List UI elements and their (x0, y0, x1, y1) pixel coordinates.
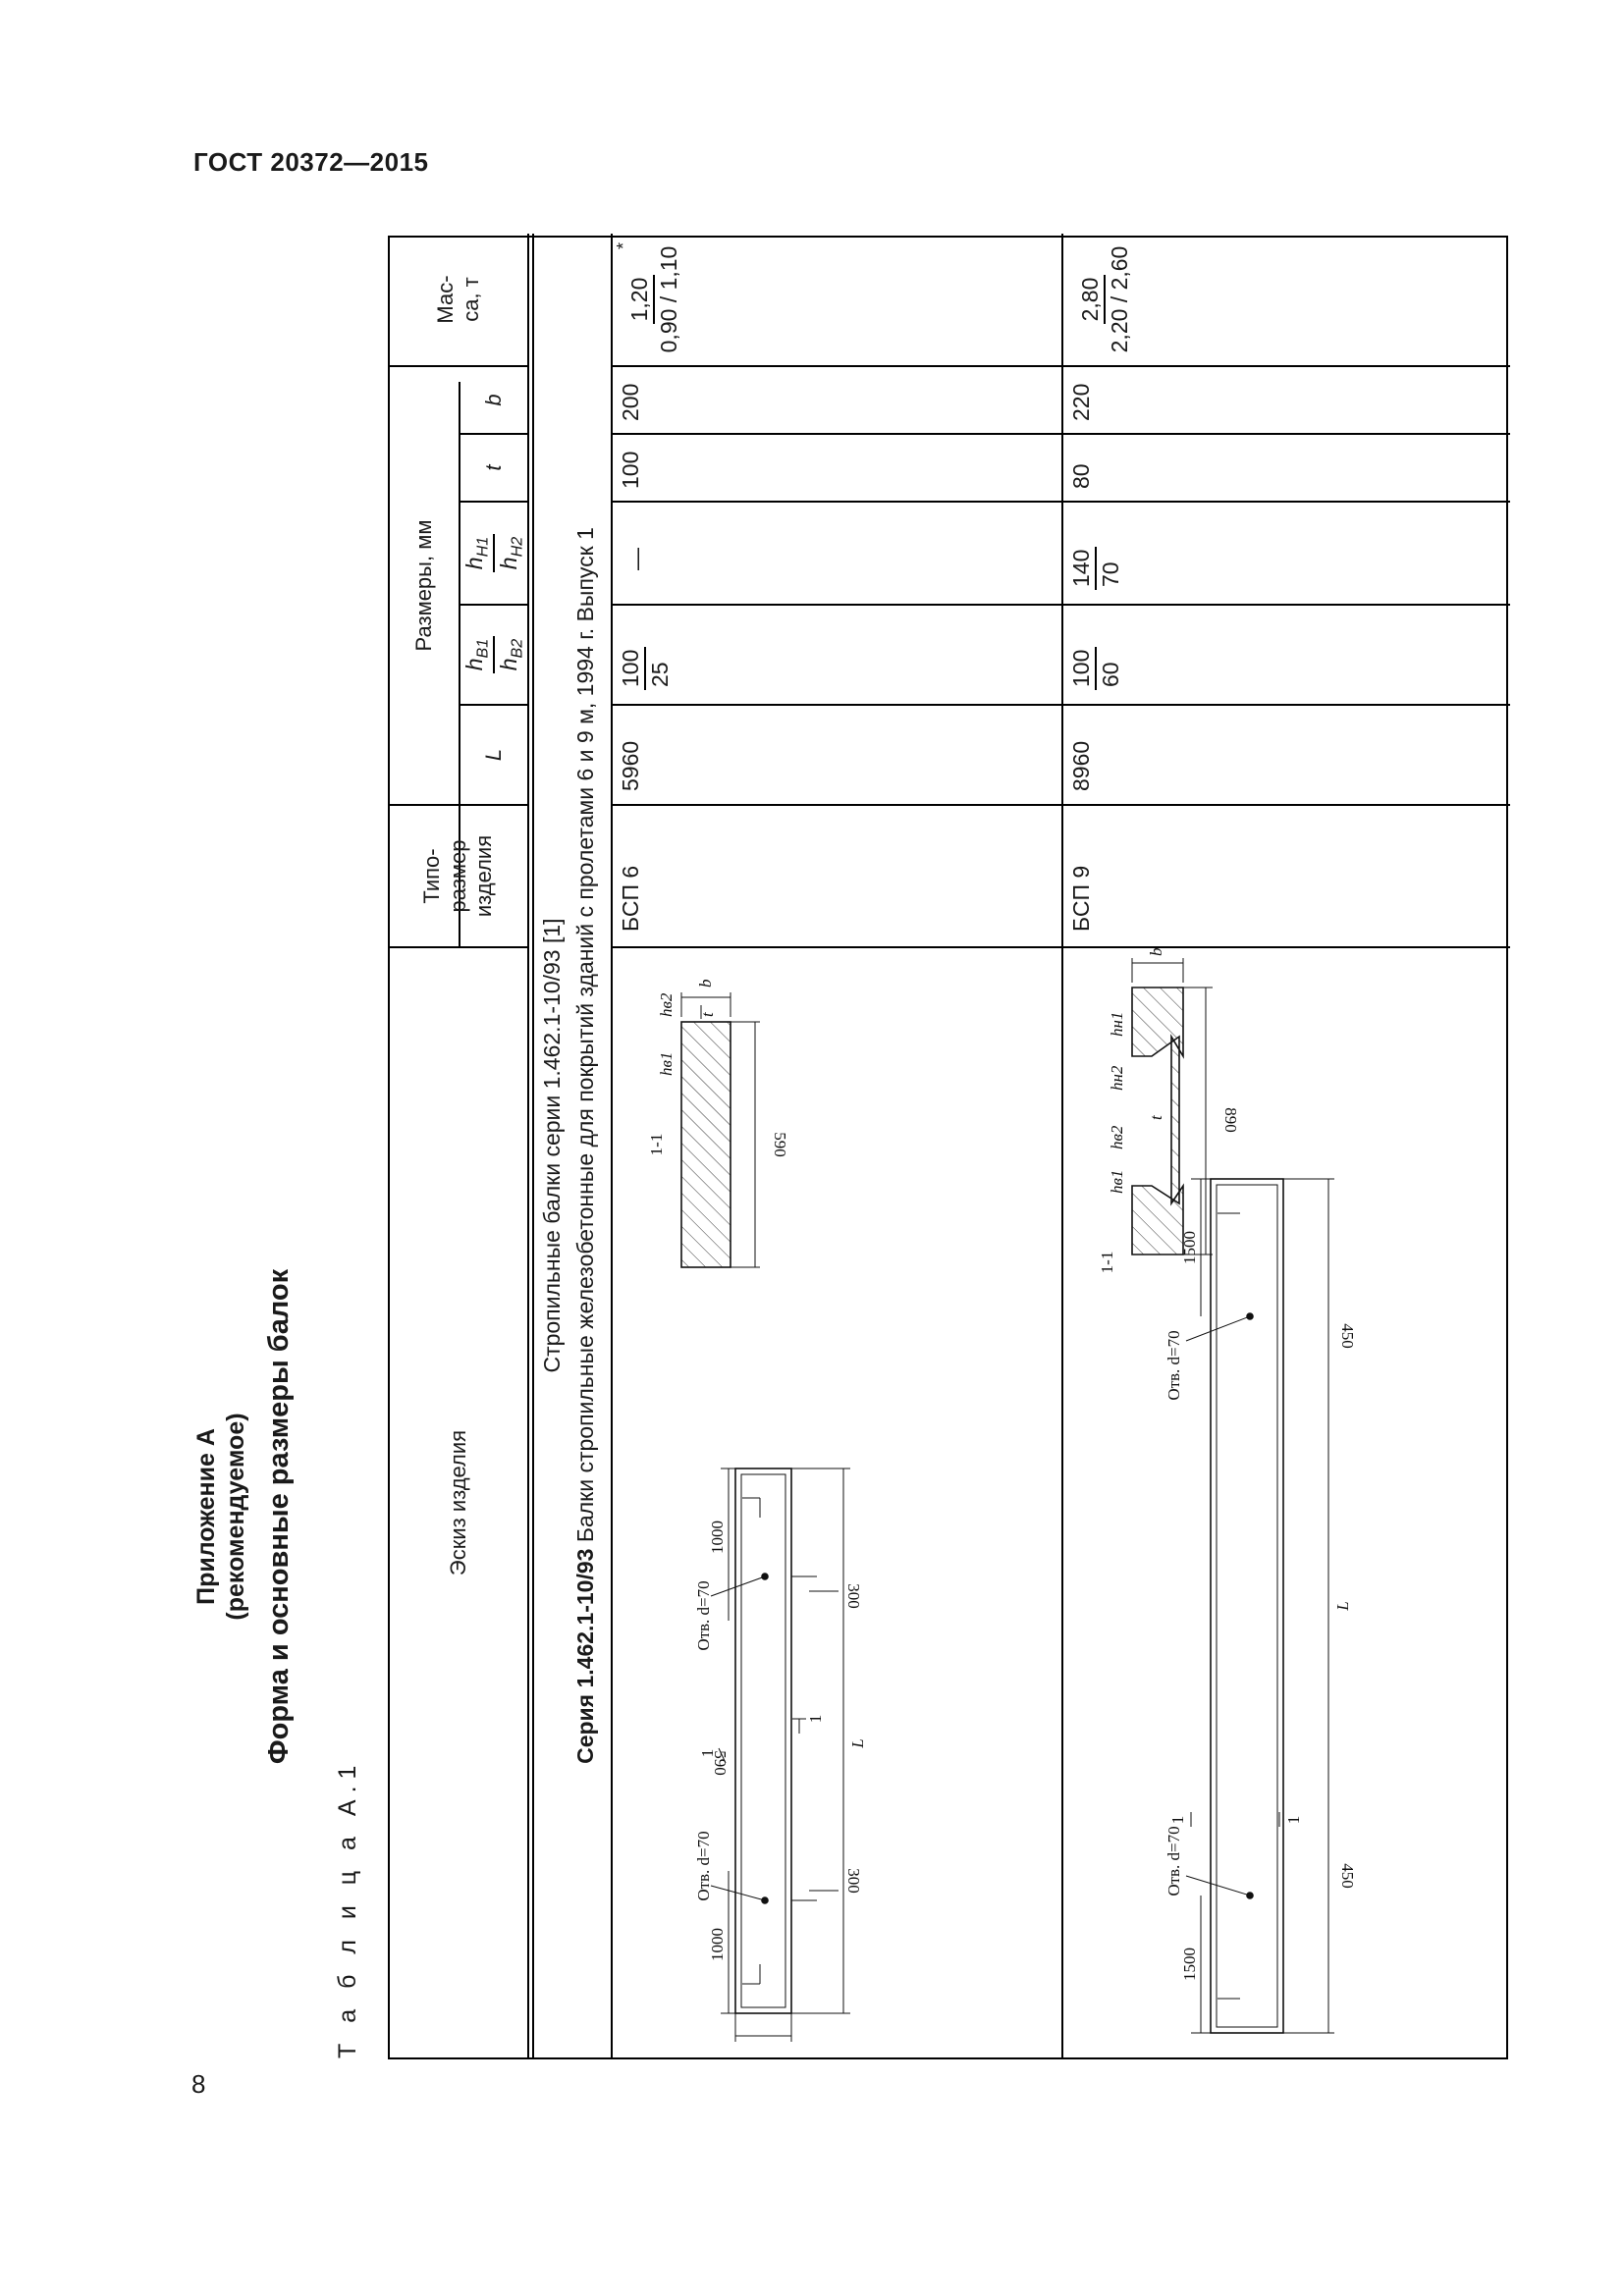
row1-b: 200 (618, 383, 643, 421)
sketch1-offset-right: 300 (844, 1583, 863, 1609)
appendix-heading: Форма и основные размеры балок (263, 1268, 295, 1765)
sketch-bsp9 (1063, 948, 1510, 2057)
col-line-L (611, 704, 1510, 706)
sketch2-section-label: 1-1 (1098, 1251, 1116, 1274)
sketch1-hb2: hв2 (657, 992, 676, 1017)
sketch1-hole-left: Отв. d=70 (694, 1831, 713, 1901)
col-line-type (611, 804, 1510, 806)
sketch2-end-right: 1500 (1180, 1231, 1199, 1264)
col-line-hb (611, 604, 1510, 606)
sketch2-hb1: hв1 (1108, 1169, 1126, 1194)
sketch1-hole-right: Отв. d=70 (694, 1580, 713, 1651)
sketch-bsp6 (613, 948, 1060, 2057)
sketch1-cut-top: 1 (698, 1748, 717, 1758)
sketch2-t: t (1147, 1115, 1165, 1120)
page-number: 8 (191, 2069, 206, 2099)
sketch2-section-width: 890 (1221, 1107, 1240, 1133)
row1-mass-note: * (614, 241, 633, 249)
row1-hn: — (623, 548, 649, 570)
beam2-section-outline (1132, 988, 1183, 1255)
sketch1-section-label: 1-1 (647, 1133, 666, 1156)
sketch2-offset-left: 450 (1338, 1863, 1357, 1889)
sketch1-width-top: 590 (711, 1750, 730, 1776)
sketch2-hole-right: Отв. d=70 (1164, 1330, 1183, 1401)
header-hn: $h_{H1}$ $h_{H2}$ (460, 503, 527, 604)
row2-type: БСП 9 (1068, 865, 1094, 932)
beam2-plan-inner (1217, 1185, 1277, 2027)
row2-hb: 100 60 (1068, 602, 1137, 690)
sketch2-hn2: hн2 (1108, 1065, 1126, 1091)
header-hb: $h_{B1}$ $h_{B2}$ (460, 606, 527, 704)
header-type: Типо- размер изделия (419, 834, 497, 918)
series-line-1: Стропильные балки серии 1.462.1-10/93 [1] (539, 918, 565, 1373)
beam1-plan-outline (735, 1468, 791, 2013)
sketch1-hb1: hв1 (657, 1051, 676, 1076)
row1-hb: 100 25 (618, 602, 686, 690)
sketch1-end-right: 1000 (708, 1521, 727, 1554)
sketch2-hn1: hн1 (1108, 1011, 1126, 1037)
sketch1-b: b (696, 979, 715, 988)
appendix-title: Приложение А (192, 1428, 220, 1605)
header-sketch: Эскиз изделия (445, 1429, 470, 1576)
sketch2-offset-right: 450 (1338, 1323, 1357, 1349)
row1-mass: 1,20 0,90 / 1,10 (625, 245, 681, 353)
sketch2-cut-bottom: 1 (1284, 1815, 1303, 1825)
sketch1-section-width: 590 (771, 1132, 789, 1157)
col-line-hn (611, 501, 1510, 503)
sketch1-end-left: 1000 (708, 1928, 727, 1961)
row2-hn: 140 70 (1068, 502, 1137, 590)
row2-L: 8960 (1068, 740, 1094, 791)
sketch2-hole-left: Отв. d=70 (1164, 1826, 1183, 1896)
row1-L: 5960 (618, 740, 643, 791)
series-line-2: Серия 1.462.1-10/93 Балки стропильные железобетонные для покрытий зданий с пролетами 6 и 9 м, 1994 г. Выпуск 1 (572, 527, 598, 1764)
header-dims: Размеры, мм (410, 519, 436, 652)
header-divider-a (527, 234, 529, 2057)
col-line-b (611, 365, 1510, 367)
table-label: Т а б л и ц а А.1 (334, 1758, 361, 2058)
row2-mass: 2,80 2,20 / 2,60 (1076, 245, 1132, 353)
beam1-section-outline (681, 1022, 731, 1267)
header-t: t (480, 464, 506, 471)
sketch2-cut-top: 1 (1168, 1815, 1187, 1825)
appendix-status: (рекомендуемое) (222, 1413, 249, 1621)
beam1-plan-inner (741, 1474, 785, 2007)
dimensions-table (388, 236, 1508, 2059)
sketch1-L: L (848, 1738, 867, 1748)
sketch1-cut-bottom: 1 (806, 1714, 825, 1724)
header-mass: Мас- са, т (432, 275, 483, 324)
row1-type: БСП 6 (618, 865, 643, 932)
header-divider-b (532, 234, 534, 2057)
header-b: b (480, 394, 506, 406)
row1-t: 100 (618, 451, 643, 489)
sketch2-end-left: 1500 (1180, 1948, 1199, 1981)
sketch2-hb2: hв2 (1108, 1125, 1126, 1149)
header-L: L (480, 748, 506, 762)
row2-t: 80 (1068, 463, 1094, 489)
rotated-page-body (98, 98, 1434, 2071)
col-line-t (611, 433, 1510, 435)
sketch2-b: b (1147, 948, 1165, 956)
row2-b: 220 (1068, 383, 1094, 421)
sketch2-L: L (1333, 1601, 1352, 1611)
document-id: ГОСТ 20372—2015 (193, 147, 429, 177)
beam2-plan-outline (1211, 1179, 1283, 2033)
sketch1-t: t (698, 1012, 717, 1017)
sketch1-offset-left: 300 (844, 1868, 863, 1894)
